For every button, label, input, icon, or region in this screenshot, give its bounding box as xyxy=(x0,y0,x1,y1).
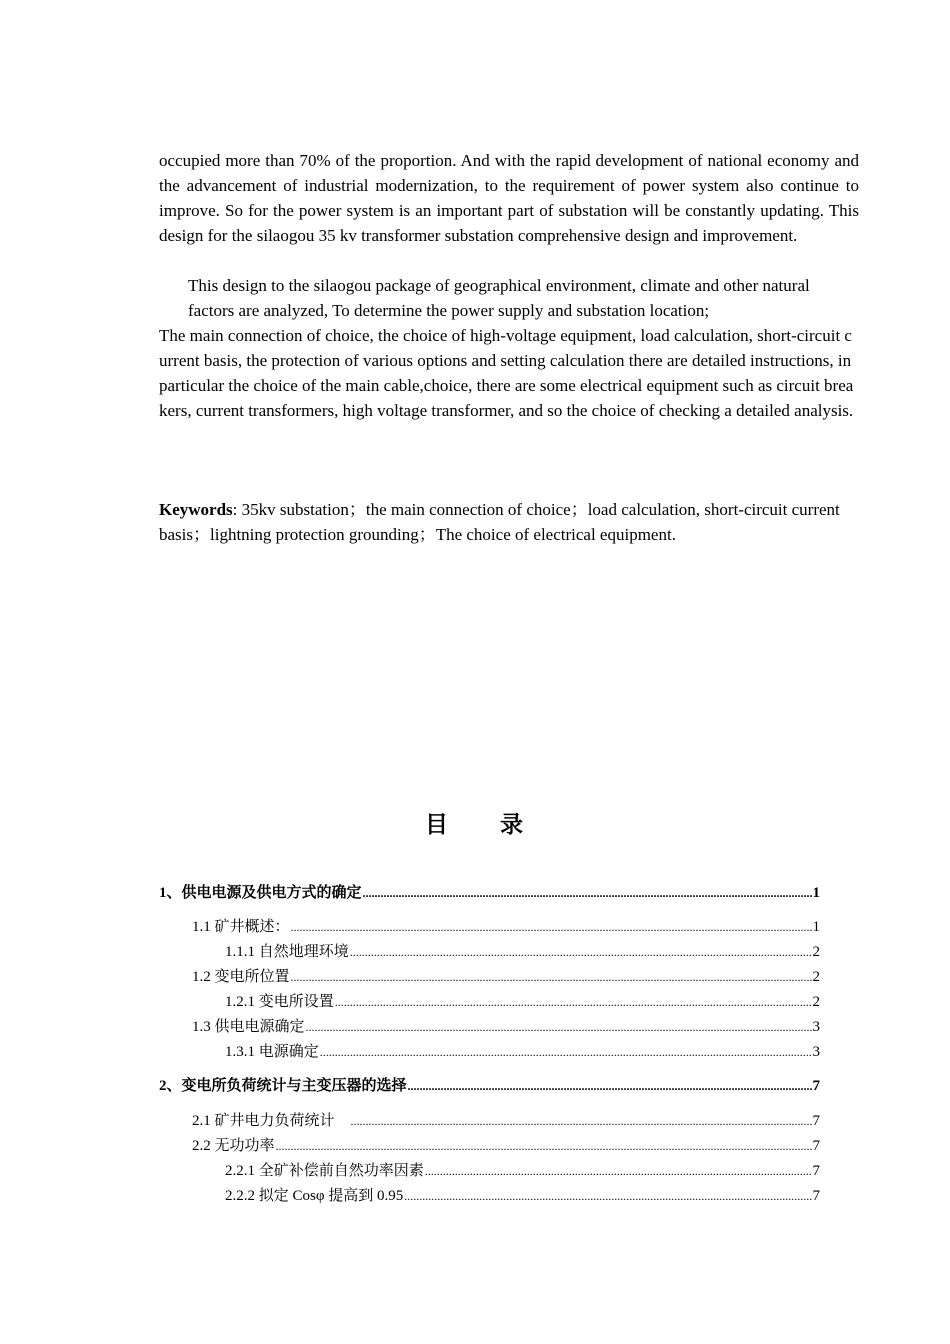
abstract-paragraph-2 xyxy=(159,273,859,423)
keywords-label: Keywords xyxy=(159,500,233,519)
toc-entry-page: 7 xyxy=(812,1163,820,1179)
toc-entry[interactable] xyxy=(225,1185,820,1207)
toc-entry-label: 2、变电所负荷统计与主变压器的选择 xyxy=(159,1078,407,1094)
toc-entry[interactable] xyxy=(159,1075,820,1097)
toc-dot-leader xyxy=(306,1016,812,1038)
toc-entry-page: 7 xyxy=(812,1188,820,1204)
toc-entry-label: 2.1 矿井电力负荷统计 xyxy=(192,1113,350,1129)
toc-title-char-1: 目 xyxy=(425,812,450,838)
toc-entry-label: 1.3 供电电源确定 xyxy=(192,1019,305,1035)
toc-dot-leader xyxy=(425,1160,812,1182)
toc-entry-label: 1.3.1 电源确定 xyxy=(225,1044,319,1060)
toc-dot-leader xyxy=(335,991,812,1013)
toc-entry-label: 2.2 无功功率 xyxy=(192,1138,275,1154)
toc-dot-leader xyxy=(408,1075,812,1097)
abstract-paragraph-2-line-2: The main connection of choice, the choice of high-voltage equipment, load calculation, short-circuit current basis, the protection of various options and setting calculation there are detailed instructions, in particular the choice of the main cable,choice, there are some electrical equipment such as circuit breakers, current transformers, high voltage transformer, and so the choice of checking a detailed analysis. xyxy=(159,326,854,420)
toc-entry-label: 1、供电电源及供电方式的确定 xyxy=(159,885,362,901)
toc-entry-page: 7 xyxy=(812,1113,820,1129)
toc-entry-page: 1 xyxy=(812,885,820,901)
toc-entry-page: 2 xyxy=(812,994,820,1010)
toc-title-char-2: 录 xyxy=(500,812,525,838)
toc-dot-leader xyxy=(351,1110,812,1132)
toc-entry[interactable] xyxy=(225,991,820,1013)
toc-entry[interactable] xyxy=(192,1110,820,1132)
toc-dot-leader xyxy=(363,882,812,904)
toc-entry[interactable] xyxy=(225,941,820,963)
toc-entry-label: 1.2.1 变电所设置 xyxy=(225,994,334,1010)
toc-entry-label: 2.2.2 拟定 Cosφ 提高到 0.95 xyxy=(225,1188,404,1204)
toc-title xyxy=(0,806,950,839)
toc-entry-page: 3 xyxy=(812,1044,820,1060)
toc-dot-leader xyxy=(291,916,812,938)
toc-entry-page: 3 xyxy=(812,1019,820,1035)
toc-entry[interactable] xyxy=(225,1160,820,1182)
toc-entry-label: 1.1.1 自然地理环境 xyxy=(225,944,349,960)
toc-entry-page: 1 xyxy=(812,919,820,935)
toc-entry-label: 2.2.1 全矿补偿前自然功率因素 xyxy=(225,1163,424,1179)
abstract-paragraph-2-line-1: This design to the silaogou package of geographical environment, climate and other natural factors are analyzed, To determine the power supply and substation location; xyxy=(188,276,810,320)
toc-entry-page: 2 xyxy=(812,969,820,985)
toc-entry[interactable] xyxy=(192,1135,820,1157)
keywords-text: : 35kv substation；the main connection of choice；load calculation, short-circuit current basis；lightning protection grounding；The choice of electrical equipment. xyxy=(159,500,840,544)
toc-entry[interactable] xyxy=(225,1041,820,1063)
toc-dot-leader xyxy=(320,1041,812,1063)
toc-entry-page: 7 xyxy=(812,1138,820,1154)
abstract-paragraph-1: occupied more than 70% of the proportion. And with the rapid development of national economy and the advancement of industrial modernization, to the requirement of power system also continue to improve. So for the power system is an important part of substation will be constantly updating. This design for the silaogou 35 kv transformer substation comprehensive design and improvement. xyxy=(159,151,859,245)
toc-dot-leader xyxy=(276,1135,812,1157)
toc-entry[interactable] xyxy=(192,1016,820,1038)
toc-dot-leader xyxy=(404,1185,811,1207)
toc-entry-page: 2 xyxy=(812,944,820,960)
toc-entry[interactable] xyxy=(159,882,820,904)
keywords-paragraph xyxy=(159,497,859,547)
toc-dot-leader xyxy=(291,966,812,988)
toc-dot-leader xyxy=(350,941,812,963)
toc-entry-label: 1.1 矿井概述： xyxy=(192,919,290,935)
toc-entry[interactable] xyxy=(192,966,820,988)
toc-entry-label: 1.2 变电所位置 xyxy=(192,969,290,985)
toc-entry-page: 7 xyxy=(812,1078,820,1094)
toc-entry[interactable] xyxy=(192,916,820,938)
